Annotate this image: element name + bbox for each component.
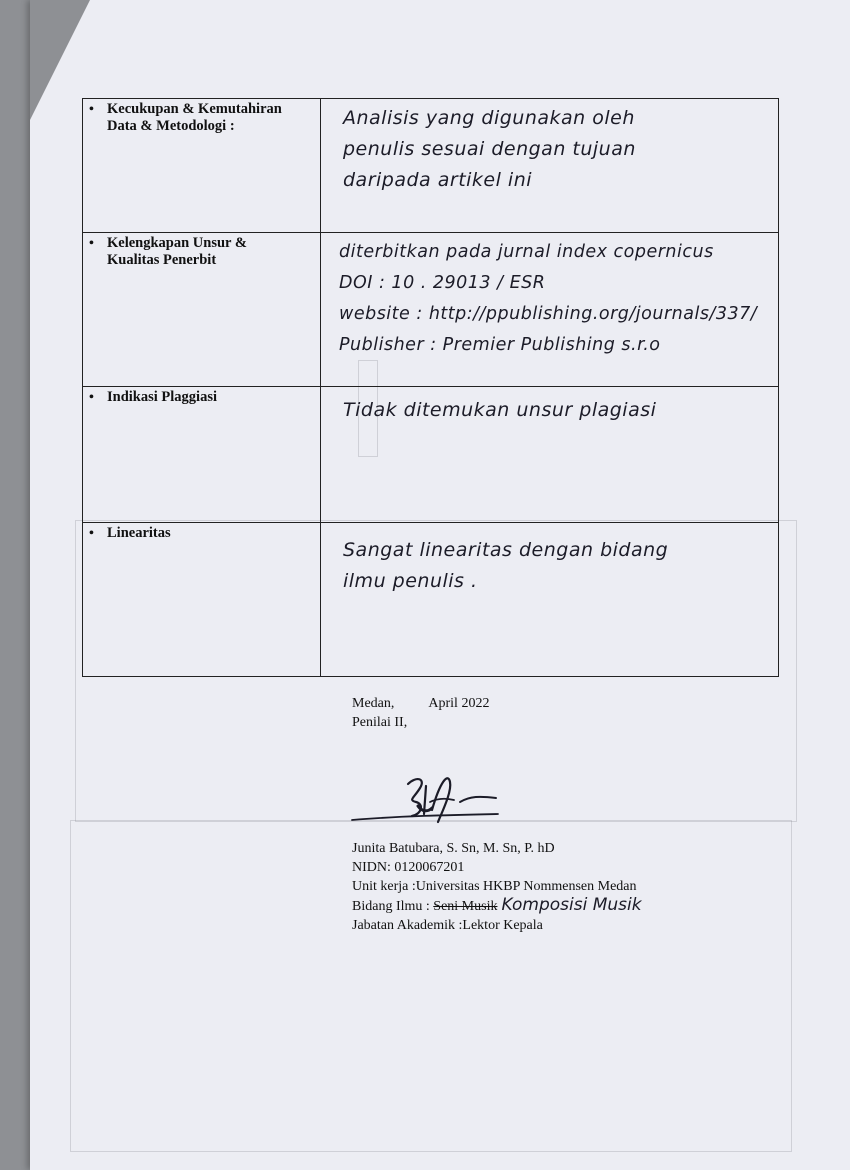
criterion-label: Indikasi Plaggiasi [107, 389, 217, 405]
signature-underline [350, 812, 500, 824]
handwritten-line: Publisher : Premier Publishing s.r.o [339, 335, 661, 355]
criterion-cell [83, 523, 321, 677]
table-row [83, 233, 779, 387]
folded-corner [30, 0, 90, 120]
assessment-table [82, 98, 779, 677]
reviewer-name: Junita Batubara, S. Sn, M. Sn, P. hD [352, 841, 555, 856]
bullet-icon: • [89, 526, 94, 541]
handwritten-line: penulis sesuai dengan tujuan [343, 138, 636, 160]
criterion-cell [83, 387, 321, 523]
handwritten-line: Analisis yang digunakan oleh [343, 107, 635, 129]
handwritten-answer [321, 523, 779, 677]
criterion-cell [83, 99, 321, 233]
reviewer-position: Jabatan Akademik :Lektor Kepala [352, 918, 543, 933]
handwritten-answer [321, 387, 779, 523]
reviewer-field: Bidang Ilmu : Seni Musik Komposisi Musik [352, 895, 642, 915]
criterion-label: Linearitas [107, 525, 171, 541]
bullet-icon: • [89, 102, 94, 117]
reviewer-role: Penilai II, [352, 715, 408, 730]
handwritten-line: diterbitkan pada jurnal index copernicus [339, 242, 714, 262]
place: Medan, [352, 696, 395, 711]
table-row [83, 99, 779, 233]
table-row [83, 523, 779, 677]
criterion-label: Kelengkapan Unsur & Kualitas Penerbit [107, 235, 247, 268]
bullet-icon: • [89, 390, 94, 405]
date: April 2022 [428, 696, 490, 711]
handwritten-answer [321, 233, 779, 387]
table-row [83, 387, 779, 523]
handwritten-line: DOI : 10 . 29013 / ESR [339, 273, 546, 293]
handwritten-answer [321, 99, 779, 233]
criterion-cell [83, 233, 321, 387]
bullet-icon: • [89, 236, 94, 251]
reviewer-unit: Unit kerja :Universitas HKBP Nommensen Medan [352, 879, 637, 894]
reviewer-nidn: NIDN: 0120067201 [352, 860, 465, 875]
criterion-label: Kecukupan & Kemutahiran Data & Metodologi : [107, 101, 282, 134]
handwritten-line: daripada artikel ini [343, 169, 533, 191]
handwritten-field: Komposisi Musik [501, 895, 642, 915]
handwritten-line: ilmu penulis . [343, 570, 478, 592]
handwritten-line: Sangat linearitas dengan bidang [343, 539, 669, 561]
handwritten-line: Tidak ditemukan unsur plagiasi [343, 399, 657, 421]
struck-field: Seni Musik [433, 899, 498, 914]
handwritten-line: website : http://ppublishing.org/journals/337/ [339, 304, 758, 324]
